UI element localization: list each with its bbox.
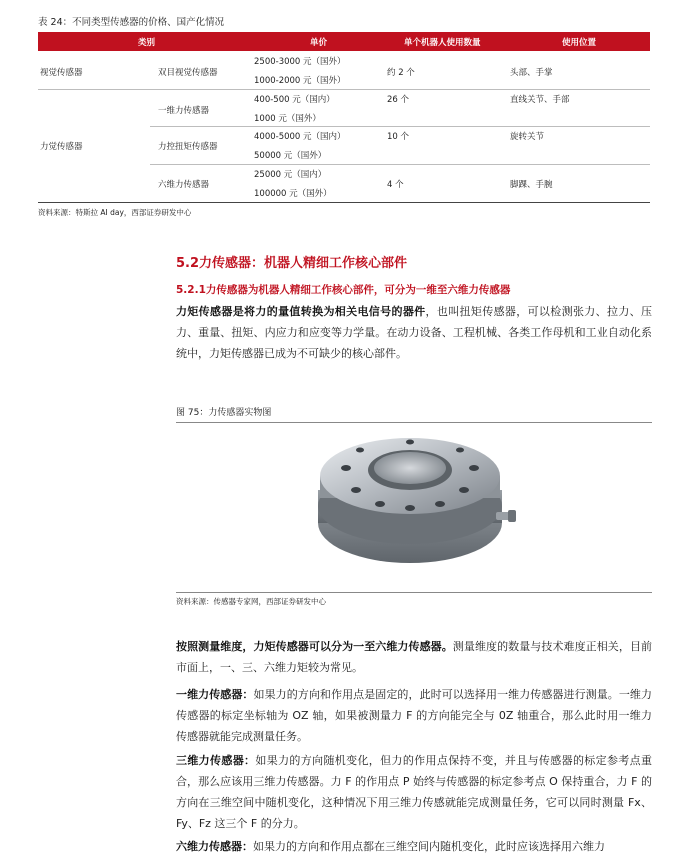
- table-row-sub: 一维力传感器: [158, 106, 210, 116]
- table-header: [38, 32, 650, 51]
- table-row-price-1: 2500-3000 元（国外）: [254, 57, 346, 67]
- header-price: 单价: [310, 38, 328, 48]
- figure-bottom-rule: [176, 592, 652, 593]
- table-bottom-rule: [38, 202, 650, 203]
- row-divider: [150, 164, 650, 165]
- section-subtitle: 5.2.1力传感器为机器人精细工作核心部件，可分为一维至六维力传感器: [176, 284, 511, 296]
- para-bold: 按照测量维度，力矩传感器可以分为一至六维力传感器。: [176, 640, 453, 653]
- table-row-sub: 六维力传感器: [158, 180, 210, 190]
- paragraph-1d: [176, 684, 652, 747]
- paragraph-3d: [176, 750, 652, 834]
- table-row-price-2: 100000 元（国外）: [254, 189, 332, 199]
- para-bold: 六维力传感器：: [176, 840, 253, 853]
- header-position: 使用位置: [562, 38, 597, 48]
- para-text: 测量维度的数量与技术难度正相关，目前市面上，一、三、六维力矩较为常见。: [176, 640, 653, 674]
- table-row-pos: 旋转关节: [510, 132, 545, 142]
- table-row-qty: 4 个: [387, 180, 404, 190]
- table-row-price-2: 1000-2000 元（国外）: [254, 76, 346, 86]
- intro-bold: 力矩传感器是将力的量值转换为相关电信号的器件: [176, 305, 426, 318]
- row-divider: [150, 126, 650, 127]
- header-quantity: 单个机器人使用数量: [404, 38, 481, 48]
- header-category: 类别: [138, 38, 156, 48]
- figure-caption: 图 75：力传感器实物图: [176, 408, 272, 418]
- table-source: 资料来源：特斯拉 AI day，西部证券研发中心: [38, 208, 192, 217]
- group-force: 力觉传感器: [40, 142, 83, 152]
- force-sensor-image: [300, 428, 530, 586]
- para-text: 如果力的方向随机变化，但力的作用点保持不变，并且与传感器的标定参考点重合，那么应该用三维力传感器。力 F 的作用点 P 始终与传感器的标定参考点 O 保持重合，力 F 的方向在三维空间中随机变化，这种情况下用三维力传感就能完成测量任务，它可以同时测量 Fx、Fy、Fz 这三个 F 的分力。: [176, 754, 652, 830]
- table-row-price-2: 1000 元（国外）: [254, 114, 321, 124]
- table-row-qty: 约 2 个: [387, 68, 415, 78]
- row-divider: [38, 89, 650, 90]
- para-text: 如果力的方向和作用点是固定的，此时可以选择用一维力传感器进行测量。一维力传感器的标定坐标轴为 OZ 轴，如果被测量力 F 的方向能完全与 0Z 轴重合，那么此时用一维力传感器就能完成测量任务。: [176, 688, 652, 743]
- section-title: 5.2力传感器：机器人精细工作核心部件: [176, 256, 408, 271]
- table-row-qty: 10 个: [387, 132, 410, 142]
- group-vision: 视觉传感器: [40, 68, 83, 78]
- table-row-price-2: 50000 元（国外）: [254, 151, 327, 161]
- table-row-pos: 头部、手掌: [510, 68, 553, 78]
- paragraph-dimensions: [176, 636, 652, 678]
- table-caption: 表 24：不同类型传感器的价格、国产化情况: [38, 17, 225, 28]
- paragraph-6d: [176, 836, 652, 855]
- para-bold: 三维力传感器：: [176, 754, 256, 767]
- table-row-pos: 脚踝、手腕: [510, 180, 553, 190]
- intro-paragraph: [176, 301, 652, 364]
- para-text: 如果力的方向和作用点都在三维空间内随机变化，此时应该选择用六维力: [253, 840, 605, 853]
- table-row-sub: 双目视觉传感器: [158, 68, 218, 78]
- intro-text: ，也叫扭矩传感器，可以检测张力、拉力、压力、重量、扭矩、内应力和应变等力学量。在动力设备、工程机械、各类工作母机和工业自动化系统中，力矩传感器已成为不可缺少的核心部件。: [176, 305, 653, 360]
- table-row-price-1: 25000 元（国内）: [254, 170, 327, 180]
- table-row-price-1: 4000-5000 元（国内）: [254, 132, 346, 142]
- table-row-sub: 力控扭矩传感器: [158, 142, 218, 152]
- table-row-pos: 直线关节、手部: [510, 95, 570, 105]
- table-row-qty: 26 个: [387, 95, 410, 105]
- table-row-price-1: 400-500 元（国内）: [254, 95, 335, 105]
- figure-top-rule: [176, 422, 652, 423]
- figure-source: 资料来源：传感器专家网，西部证券研发中心: [176, 597, 326, 606]
- para-bold: 一维力传感器：: [176, 688, 254, 701]
